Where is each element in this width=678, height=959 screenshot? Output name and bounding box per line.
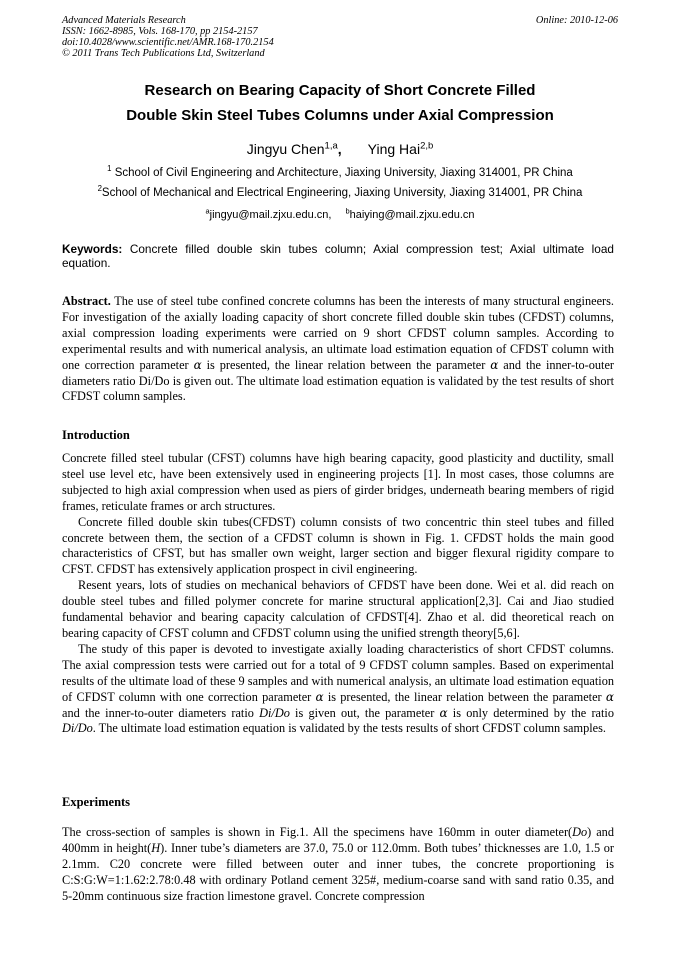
- email-address[interactable]: haiying@mail.zjxu.edu.cn: [349, 209, 475, 221]
- journal-name: Advanced Materials Research: [62, 15, 186, 26]
- email-mark: a: [205, 206, 210, 216]
- author-affiliation-mark: 1,a: [324, 140, 338, 152]
- keywords-label: Keywords:: [62, 242, 123, 256]
- paragraph: [62, 642, 614, 737]
- paragraph-text: The study of this paper is devoted to investigate axially loading characteristics of short CFDST columns. The axial compression tests were carried out for a total of 9 CFDST column samples. Based on experimental results of the ultimate load of these 9 samples and with numerical analysis, an ultimate load estimation equation of CFDST column with one correction parameter: [62, 641, 614, 704]
- paragraph-text: is given out, the parameter: [289, 705, 440, 720]
- diameter-ratio: Di/Do: [259, 705, 290, 720]
- author-name: Ying Hai: [367, 141, 421, 157]
- paragraph: [62, 825, 614, 905]
- copyright-line: © 2011 Trans Tech Publications Ltd, Switzerland: [62, 48, 265, 59]
- author-emails: [62, 208, 618, 222]
- email-mark: b: [345, 206, 350, 216]
- paragraph-text: ) and 400mm in height(: [62, 825, 614, 855]
- paragraph-text: is only determined by the ratio: [447, 705, 614, 720]
- paragraph: Concrete filled steel tubular (CFST) columns have high bearing capacity, good plasticity and ductility, small steel use level etc, have been extensively used in engineering projects [1]. In most cases, those columns are subjected to high axial compression when used as piers of girder bridges, underneath bearing members of rigid frames, reticulate frames or arch structures.: [62, 451, 614, 513]
- author-name: Jingyu Chen: [246, 141, 325, 157]
- abstract-label: Abstract.: [62, 294, 111, 308]
- keywords-text: Concrete filled double skin tubes column; Axial compression test; Axial ultimate load equation.: [62, 242, 614, 270]
- doi-line: doi:10.4028/www.scientific.net/AMR.168-170.2154: [62, 37, 274, 48]
- paragraph-text: The cross-section of samples is shown in Fig.1. All the specimens have 160mm in outer diameter(: [62, 825, 573, 839]
- affiliation-1: [62, 166, 618, 180]
- paragraph-text: ). Inner tube’s diameters are 37.0, 75.0 or 112.0mm. Both tubes’ thicknesses are 1.0, 1.5 or 2.1mm. C20 concrete were filled between outer and inner tubes, the concrete proportioning is C:S:G:W=1:1.62:2.78:0.48 with ordinary Potland cement 325#, medium-coarse sand with sand ratio 0.35, and 5-20mm continuous size fraction limestone gravel. Concrete compression: [62, 840, 614, 903]
- alpha-symbol: α: [193, 357, 202, 372]
- keywords: [62, 243, 614, 270]
- issn-line: ISSN: 1662-8985, Vols. 168-170, pp 2154-2157: [62, 26, 258, 37]
- outer-diameter-symbol: Do: [572, 825, 588, 839]
- paragraph: Concrete filled double skin tubes(CFDST) column consists of two concentric thin steel tubes and filled concrete between them, the section of a CFDST column is shown in Fig. 1. CFDST holds the main good characteristics of CFST, but has smaller own weight, larger section and bigger flexural rigidity compare to CFST. CFDST has extensively application prospect in civil engineering.: [62, 514, 614, 577]
- height-symbol: H: [151, 840, 161, 855]
- abstract-text: and the inner-to-outer diameters ratio Di/Do is given out. The ultimate load estimation equation is validated by the test results of short CFDST column samples.: [62, 357, 614, 404]
- experiments-body: [62, 825, 614, 905]
- alpha-symbol: α: [315, 689, 324, 704]
- online-date: Online: 2010-12-06: [535, 15, 618, 26]
- paragraph: Resent years, lots of studies on mechanical behaviors of CFDST have been done. Wei et al. did reach on double steel tubes and filled polymer concrete for marine structural application[2,3]. Cai and Jiao studied fundamental behavior and bearing capacity calculation of CFDST[4]. Zhao et al. did theoretical reach on bearing capacity of CFST column and CFDST column using the unified strength theory[5,6].: [62, 578, 614, 640]
- author-affiliation-mark: 2,b: [420, 140, 434, 152]
- author-separator: ,: [337, 141, 342, 157]
- affiliation-mark: 1: [107, 164, 112, 174]
- title-line-2: Double Skin Steel Tubes Columns under Axial Compression: [126, 107, 554, 124]
- paper-title: [62, 78, 618, 128]
- alpha-symbol: α: [439, 705, 448, 720]
- paragraph-text: and the inner-to-outer diameters ratio: [62, 705, 260, 720]
- alpha-symbol: α: [605, 689, 614, 704]
- introduction-body: [62, 451, 614, 737]
- affiliation-text: School of Mechanical and Electrical Engineering, Jiaxing University, Jiaxing 314001, PR China: [101, 187, 583, 199]
- title-line-1: Research on Bearing Capacity of Short Concrete Filled: [144, 82, 536, 99]
- journal-header: [62, 15, 618, 59]
- email-address[interactable]: jingyu@mail.zjxu.edu.cn,: [209, 209, 332, 221]
- paragraph-text: is presented, the linear relation between the parameter: [323, 689, 606, 704]
- affiliation-2: [62, 186, 618, 200]
- section-heading-experiments: Experiments: [62, 795, 131, 809]
- section-heading-introduction: Introduction: [62, 428, 130, 442]
- paragraph-text: . The ultimate load estimation equation is validated by the tests results of short CFDST column samples.: [92, 721, 606, 736]
- abstract: [62, 294, 614, 405]
- abstract-text: The use of steel tube confined concrete columns has been the interests of many structural engineers. For investigation of the axially loading capacity of short concrete filled double skin tubes (CFDST) columns, axial compression loading experiments were carried on 9 short CFDST column samples. According to experimental results and with numerical analysis, an ultimate load estimation equation of CFDST column with one correction parameter: [62, 294, 614, 372]
- affiliation-text: School of Civil Engineering and Architecture, Jiaxing University, Jiaxing 314001, PR China: [111, 167, 573, 179]
- author-list: [62, 140, 618, 158]
- abstract-text: is presented, the linear relation between the parameter: [201, 357, 491, 372]
- diameter-ratio: Di/Do: [62, 721, 93, 736]
- affiliation-mark: 2: [97, 184, 102, 194]
- alpha-symbol: α: [490, 357, 499, 372]
